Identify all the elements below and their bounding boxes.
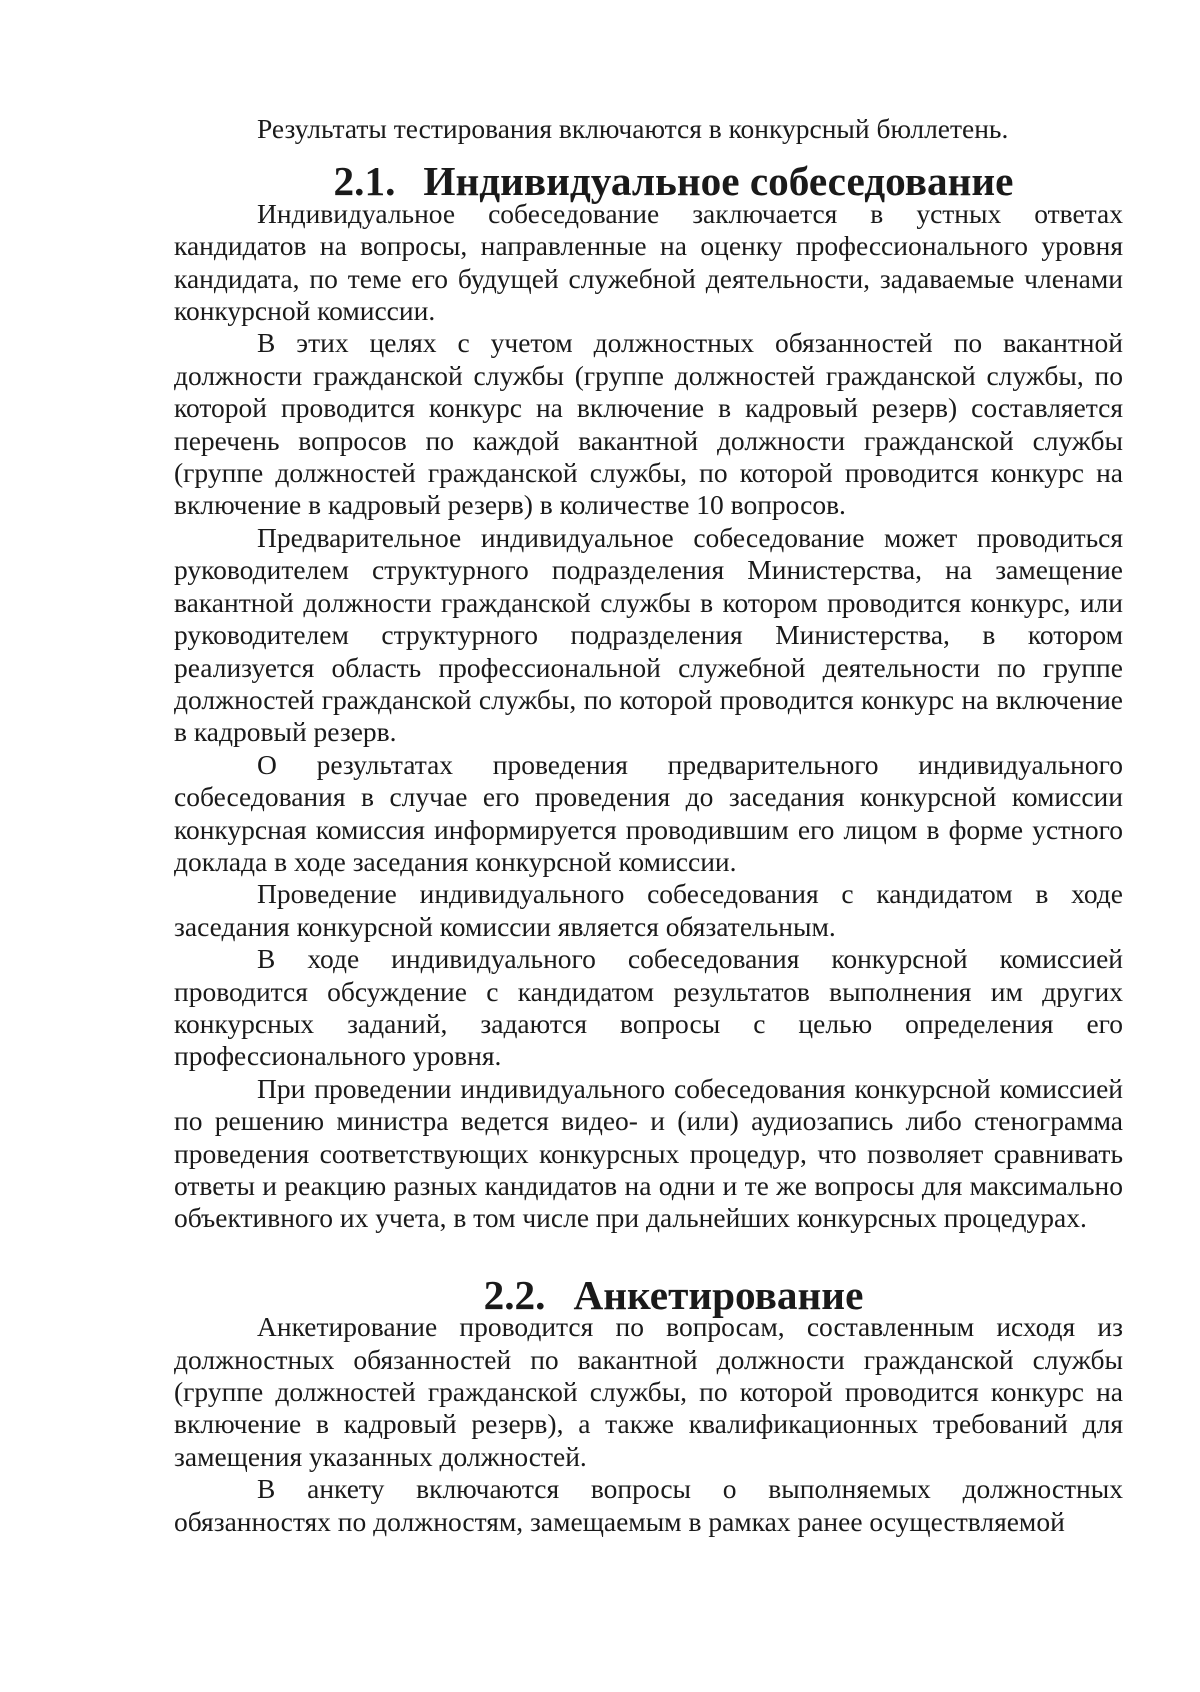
section-2-1-paragraph-4: О результатах проведения предварительного индивидуального собеседования в случае его проведения до заседания конкурсной комиссии конкурсная комиссия информируется проводившим его лицом в форме устного доклада в ходе заседания конкурсной комиссии. (174, 748, 1123, 877)
section-2-1-paragraph-2: В этих целях с учетом должностных обязанностей по вакантной должности гражданской службы (группе должностей гражданской службы, по которой проводится конкурс на включение в кадровый резерв) составляется перечень вопросов по каждой вакантной должности гражданской службы (группе должностей гражданской службы, по которой проводится конкурс на включение в кадровый резерв) в количестве 10 вопросов. (174, 327, 1123, 521)
section-2-1-paragraph-1: Индивидуальное собеседование заключается в устных ответах кандидатов на вопросы, направленные на оценку профессионального уровня кандидата, по теме его будущей служебной деятельности, задаваемые членами конкурсной комиссии. (174, 197, 1123, 327)
section-2-2-heading (174, 1271, 1123, 1318)
section-2-1-paragraph-6: В ходе индивидуального собеседования конкурсной комиссией проводится обсуждение с кандидатом результатов выполнения им других конкурсных заданий, задаются вопросы с целью определения его профессионального уровня. (174, 943, 1123, 1072)
section-2-1-heading (174, 158, 1123, 205)
section-2-1-paragraph-5: Проведение индивидуального собеседования с кандидатом в ходе заседания конкурсной комиссии является обязательным. (174, 878, 1123, 942)
section-2-2-paragraph-2: В анкету включаются вопросы о выполняемых должностных обязанностях по должностям, замещаемым в рамках ранее осуществляемой (174, 1473, 1123, 1537)
intro-paragraph: Результаты тестирования включаются в конкурсный бюллетень. (257, 113, 1009, 144)
section-2-2-number: 2.2. (483, 1271, 546, 1318)
section-2-1-paragraph-7: При проведении индивидуального собеседования конкурсной комиссией по решению министра ведется видео- и (или) аудиозапись либо стенограмма проведения соответствующих конкурсных процедур, что позволяет сравнивать ответы и реакцию разных кандидатов на одни и те же вопросы для максимально объективного их учета, в том числе при дальнейших конкурсных процедурах. (174, 1072, 1123, 1234)
section-2-1-title: Индивидуальное собеседование (423, 158, 1014, 205)
section-2-1-paragraph-3: Предварительное индивидуальное собеседование может проводиться руководителем структурного подразделения Министерства, на замещение вакантной должности гражданской службы в котором проводится конкурс, или руководителем структурного подразделения Министерства, в котором реализуется область профессиональной служебной деятельности по группе должностей гражданской службы, по которой проводится конкурс на включение в кадровый резерв. (174, 521, 1123, 748)
document-body (174, 113, 1123, 1538)
section-2-1-number: 2.1. (333, 158, 396, 205)
section-2-2-paragraph-1: Анкетирование проводится по вопросам, составленным исходя из должностных обязанностей по вакантной должности гражданской службы (группе должностей гражданской службы, по которой проводится конкурс на включение в кадровый резерв), а также квалификационных требований для замещения указанных должностей. (174, 1311, 1123, 1472)
section-2-2-title: Анкетирование (573, 1271, 864, 1318)
